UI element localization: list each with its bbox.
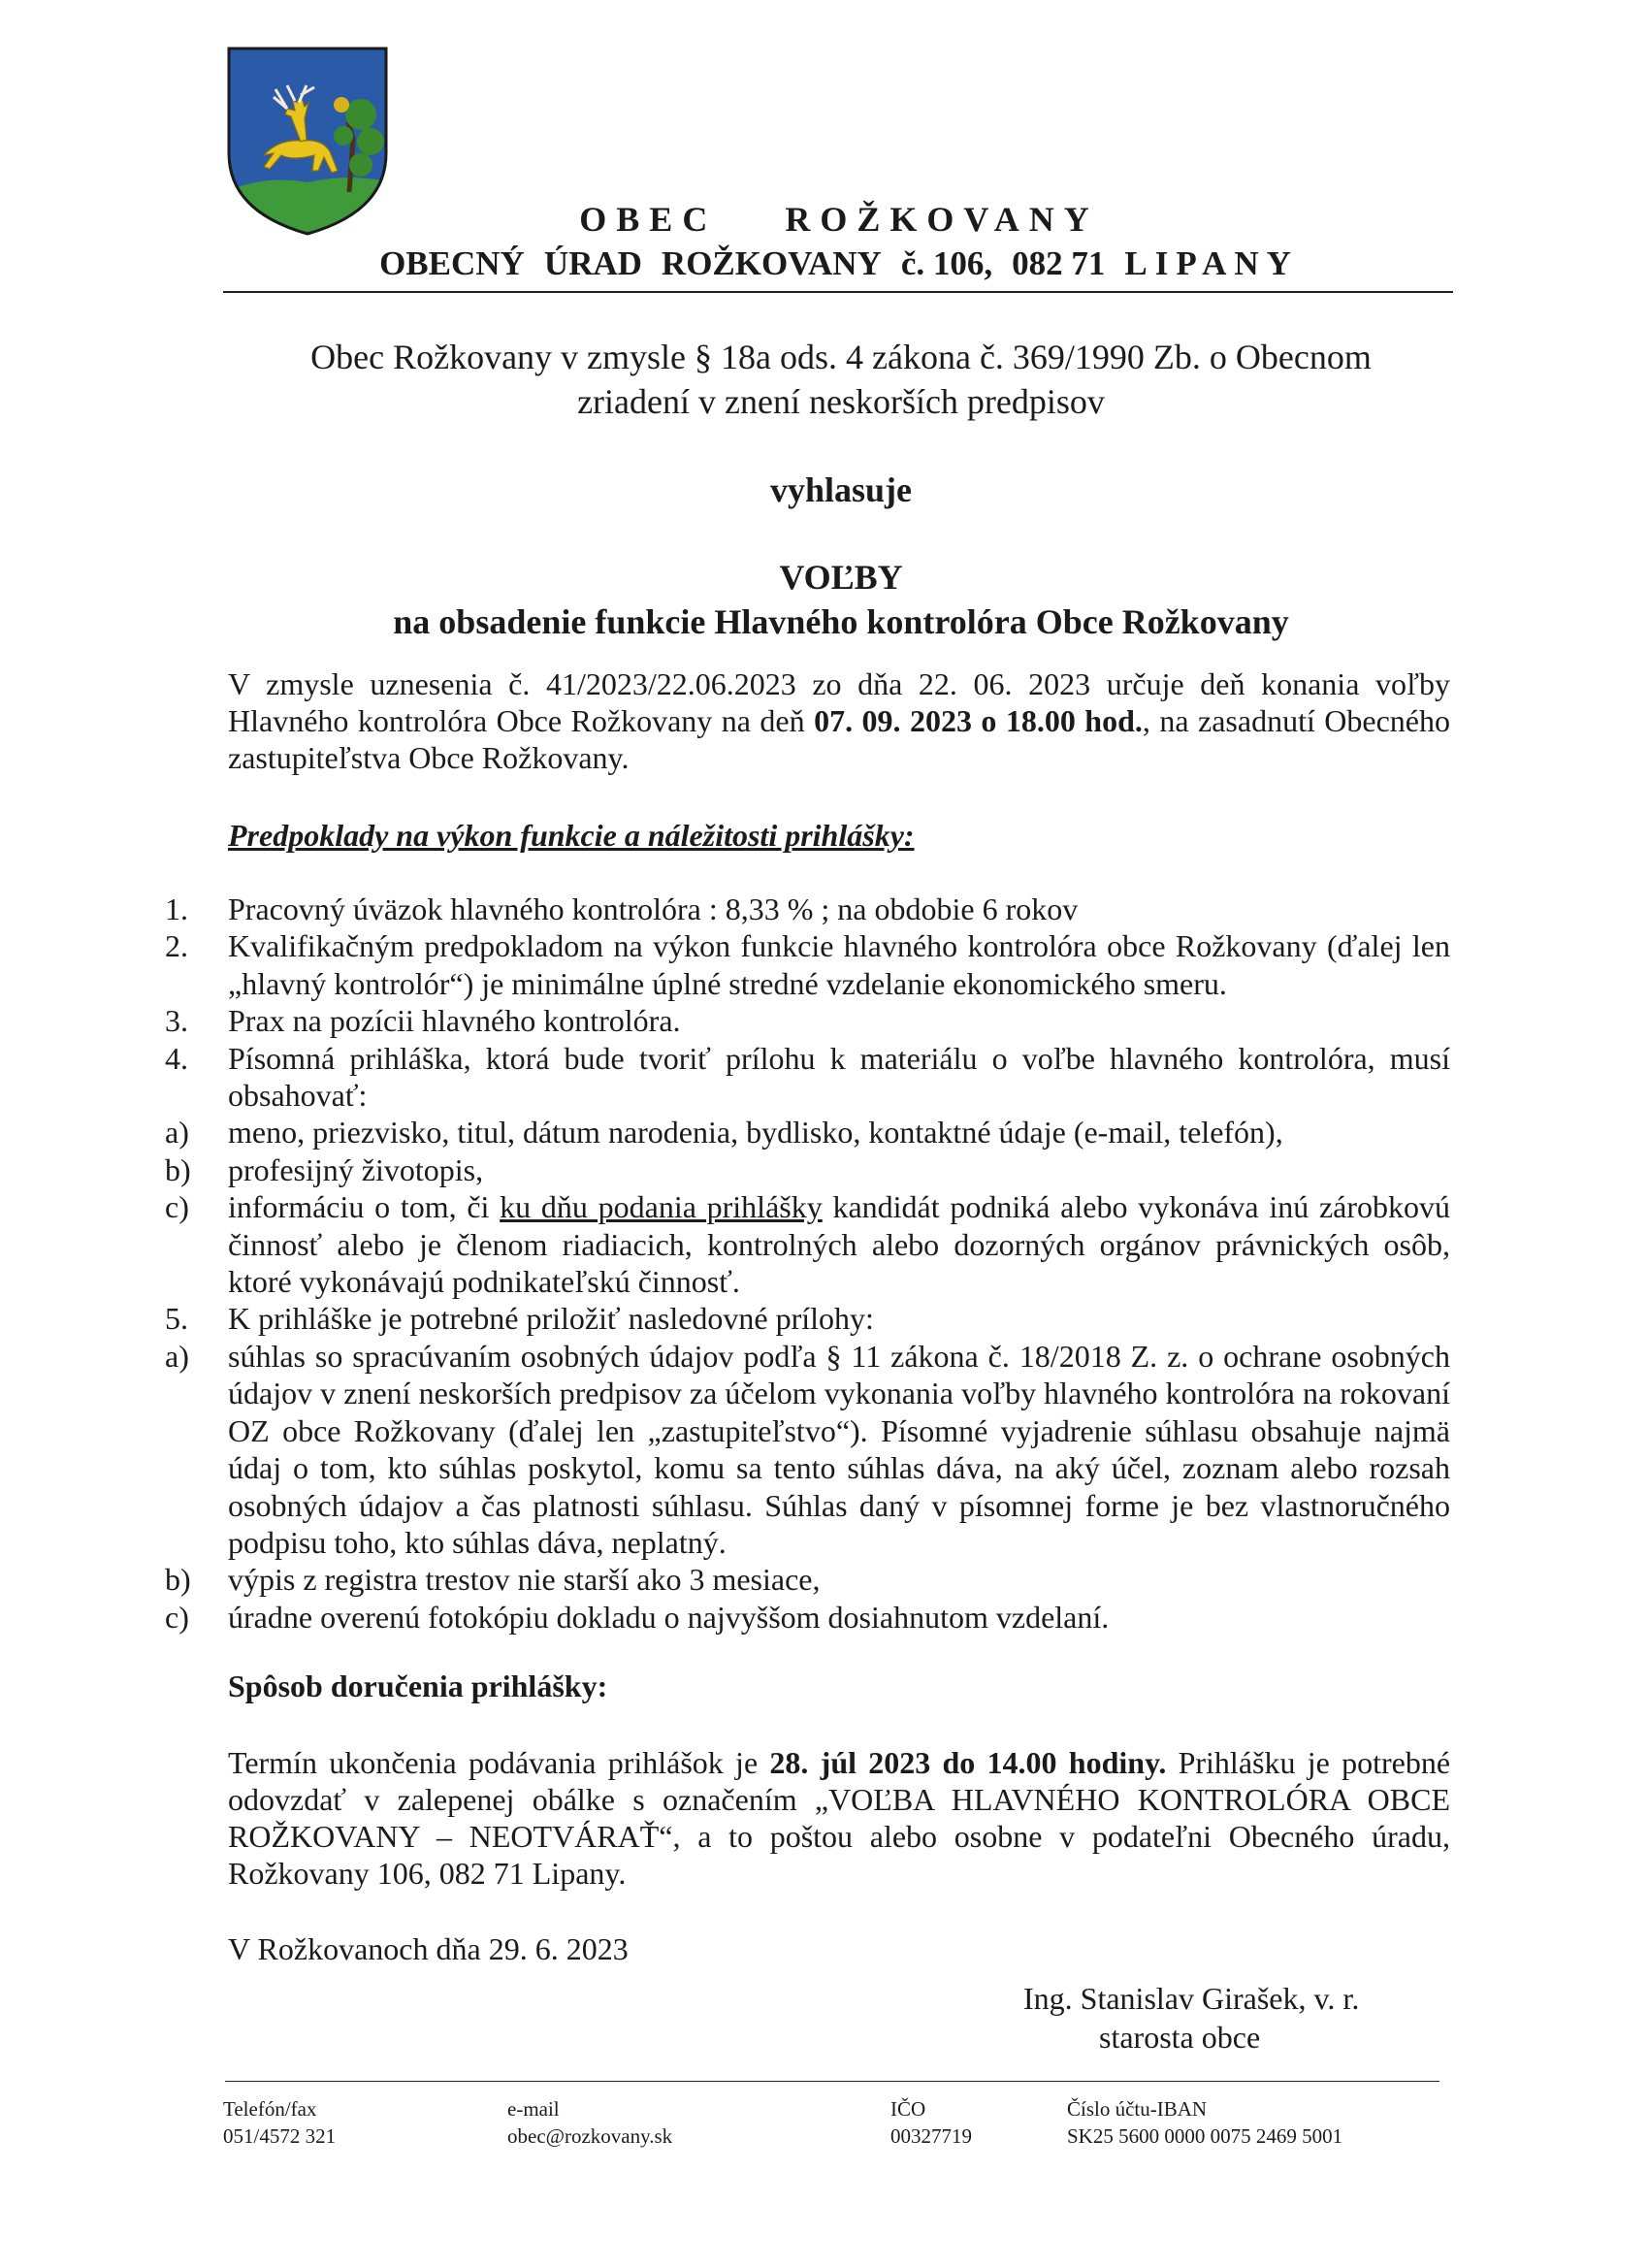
letterhead-village: ROŽKOVANY [785, 200, 1099, 239]
list-item [165, 1040, 1450, 1115]
signatory-role: starosta obce [1099, 2020, 1261, 2055]
delivery-paragraph [228, 1744, 1450, 1892]
footer-phone [223, 2095, 336, 2150]
delivery-text-a: Termín ukončenia podávania prihlášok je [228, 1745, 770, 1780]
letterhead-line-2 [223, 244, 1455, 283]
list-item [165, 1151, 1450, 1188]
intro-line-1: Obec Rožkovany v zmysle § 18a ods. 4 zákona č. 369/1990 Zb. o Obecnom [310, 338, 1372, 376]
list-text: Písomná prihláška, ktorá bude tvoriť prílohu k materiálu o voľbe hlavného kontrolóra, musí obsahovať: [228, 1040, 1450, 1114]
list-text: Prax na pozícii hlavného kontrolóra. [228, 1003, 681, 1039]
signature-block [1023, 1979, 1411, 2057]
letterhead-part-3: ROŽKOVANY [661, 244, 882, 282]
list-marker: 3. [165, 1003, 188, 1039]
letterhead-part-5: 082 71 [1012, 244, 1106, 282]
list-marker: 2. [165, 928, 188, 964]
list-text-underlined: ku dňu podania prihlášky [500, 1189, 823, 1225]
footer-divider [225, 2081, 1439, 2082]
list-marker: a) [165, 1338, 189, 1374]
list-marker: 1. [165, 891, 188, 926]
election-date: 07. 09. 2023 o 18.00 hod. [814, 703, 1143, 738]
list-item [165, 927, 1450, 1002]
footer-iban [1067, 2095, 1342, 2150]
list-marker: a) [165, 1115, 189, 1150]
list-item [165, 1561, 1450, 1598]
list-text: meno, priezvisko, titul, dátum narodenia, bydlisko, kontaktné údaje (e-mail, telefón), [228, 1115, 1283, 1150]
title-sub: na obsadenie funkcie Hlavného kontrolóra Obce Rožkovany [393, 602, 1289, 641]
letterhead-part-6: LIPANY [1124, 244, 1299, 282]
delivery-text-b: Prihlášku je potrebné odovzdať v zalepenej obálke s označením „VOĽBA HLAVNÉHO KONTROLÓRA OBCE ROŽKOVANY – NEOTVÁRAŤ“, a to poštou alebo osobne v podateľni Obecného úradu, Rožkovany 106, 082 71 Lipany. [228, 1745, 1451, 1891]
intro-line-2: zriadení v znení neskorších predpisov [577, 382, 1105, 421]
letterhead-part-4: č. 106, [900, 244, 993, 282]
footer-ico [890, 2095, 972, 2150]
resolution-text-b: , na zasadnutí Obecného zastupiteľstva Obce Rožkovany. [228, 703, 1451, 775]
list-text: profesijný životopis, [228, 1151, 484, 1187]
letterhead-line-1 [223, 199, 1455, 240]
list-item [165, 1114, 1450, 1150]
list-item [165, 1599, 1450, 1636]
place-and-date: V Rožkovanoch dňa 29. 6. 2023 [228, 1931, 629, 1966]
list-text [228, 1188, 1450, 1300]
title-main: VOĽBY [779, 558, 903, 597]
requirements-heading: Predpoklady na výkon funkcie a náležitosti prihlášky: [228, 818, 915, 853]
list-marker: c) [165, 1189, 189, 1225]
intro-text [225, 335, 1457, 424]
letterhead-obec: OBEC [579, 200, 718, 239]
footer-ico-value: 00327719 [890, 2124, 972, 2148]
list-text: Pracovný úväzok hlavného kontrolóra : 8,33 % ; na obdobie 6 rokov [228, 891, 1079, 926]
footer-email-value: obec@rozkovany.sk [507, 2124, 673, 2148]
signatory-name: Ing. Stanislav Girašek, v. r. [1023, 1981, 1360, 2016]
list-text-part: informáciu o tom, či [228, 1189, 501, 1225]
resolution-paragraph [228, 665, 1450, 776]
requirements-list [165, 891, 1450, 1636]
list-marker: 4. [165, 1040, 188, 1076]
footer-iban-label: Číslo účtu-IBAN [1067, 2097, 1208, 2121]
list-text: K prihláške je potrebné priložiť nasledovné prílohy: [228, 1301, 874, 1337]
header-divider [223, 291, 1453, 293]
footer-email [507, 2095, 672, 2150]
list-text: výpis z registra trestov nie starší ako 3 mesiace, [228, 1562, 821, 1598]
footer-phone-value: 051/4572 321 [223, 2124, 337, 2148]
delivery-heading: Spôsob doručenia prihlášky: [228, 1669, 608, 1703]
list-text: súhlas so spracúvaním osobných údajov podľa § 11 zákona č. 18/2018 Z. z. o ochrane osobných údajov v znení neskorších predpisov za účelom vykonania voľby hlavného kontrolóra na rokovaní OZ obce Rožkovany (ďalej len „zastupiteľstvo“). Písomné vyjadrenie súhlasu obsahuje najmä údaj o tom, kto súhlas poskytol, komu sa tento súhlas dáva, na aký účel, zoznam alebo rozsah osobných údajov a čas platnosti súhlasu. Súhlas daný v písomnej forme je bez vlastnoručného podpisu toho, kto súhlas dáva, neplatný. [228, 1338, 1450, 1560]
list-item [165, 1338, 1450, 1561]
announce-heading: vyhlasuje [769, 470, 913, 509]
list-item [165, 1300, 1450, 1337]
list-item [165, 1188, 1450, 1300]
list-marker: 5. [165, 1301, 188, 1337]
application-deadline: 28. júl 2023 do 14.00 hodiny. [769, 1745, 1167, 1780]
list-text: úradne overenú fotokópiu dokladu o najvyššom dosiahnutom vzdelaní. [228, 1599, 1110, 1635]
list-text: Kvalifikačným predpokladom na výkon funkcie hlavného kontrolóra obce Rožkovany (ďalej len „hlavný kontrolór“) je minimálne úplné stredné vzdelanie ekonomického smeru. [228, 928, 1450, 1001]
footer-iban-value: SK25 5600 0000 0075 2469 5001 [1067, 2124, 1343, 2148]
list-text-part: kandidát podniká alebo vykonáva inú zárobkovú činnosť alebo je členom riadiacich, kontrolných alebo dozorných orgánov právnických osôb, ktoré vykonávajú podnikateľskú činnosť. [228, 1189, 1451, 1300]
footer-ico-label: IČO [890, 2097, 926, 2121]
list-marker: b) [165, 1151, 191, 1187]
list-marker: c) [165, 1599, 189, 1635]
list-item [165, 891, 1450, 927]
document-title [225, 555, 1457, 644]
list-marker: b) [165, 1562, 191, 1598]
footer-email-label: e-mail [507, 2097, 560, 2121]
letterhead-part-2: ÚRAD [543, 244, 642, 282]
resolution-text-a: V zmysle uznesenia č. 41/2023/22.06.2023 zo dňa 22. 06. 2023 určuje deň konania voľby Hlavného kontrolóra Obce Rožkovany na deň [228, 666, 1450, 738]
footer-phone-label: Telefón/fax [223, 2097, 317, 2121]
letterhead-part-1: OBECNÝ [379, 244, 525, 282]
list-item [165, 1002, 1450, 1039]
